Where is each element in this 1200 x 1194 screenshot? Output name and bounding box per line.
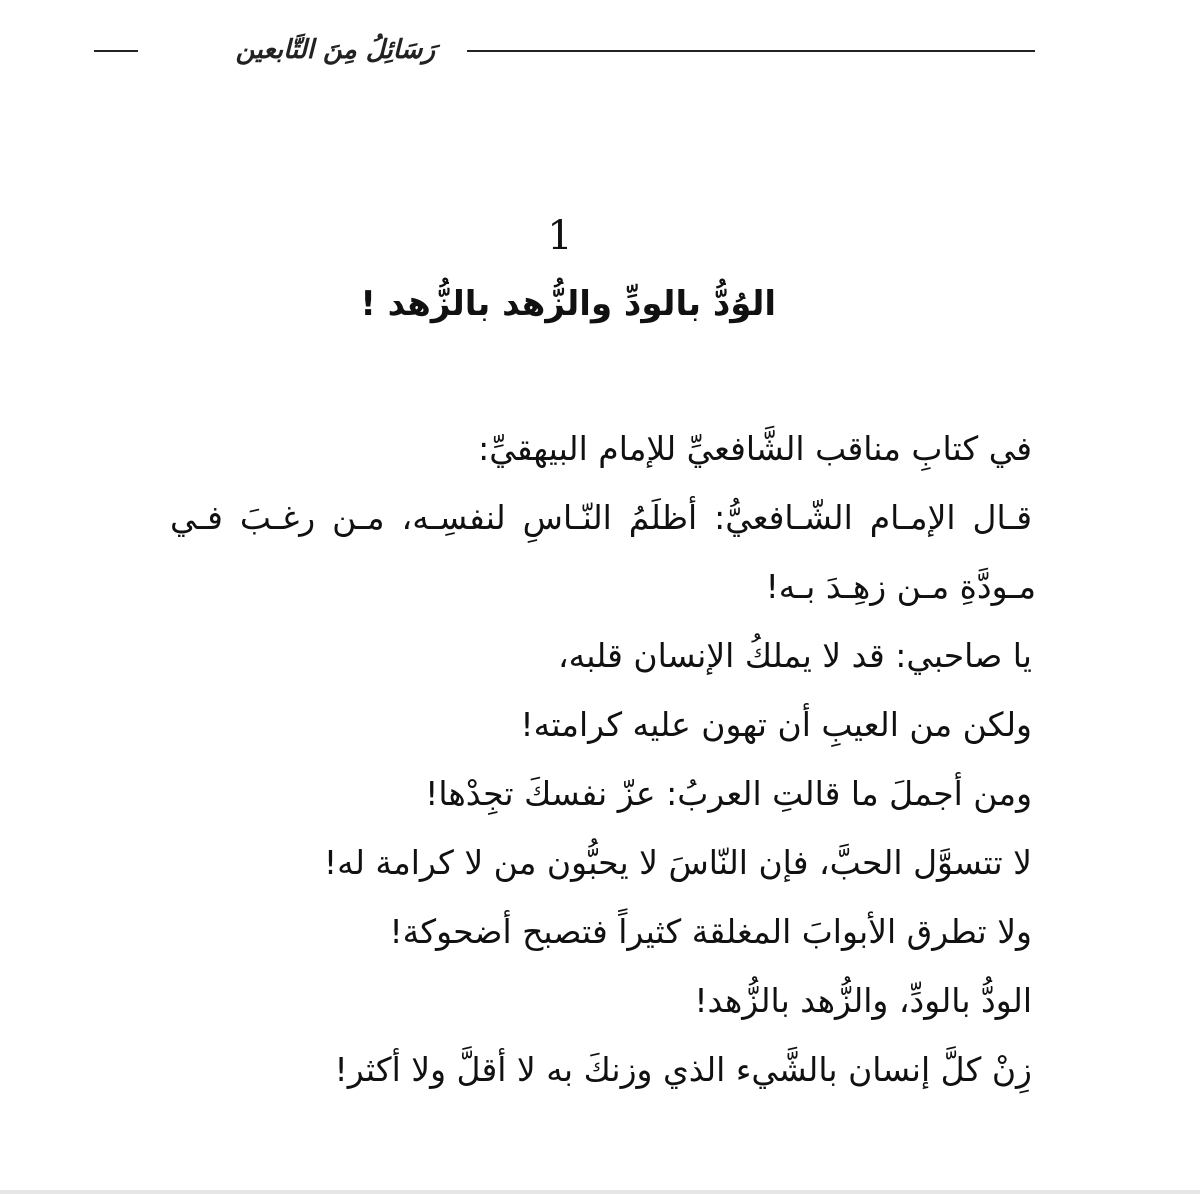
body-line-5: ولكن من العيبِ أن تهون عليه كرامته!	[520, 705, 1032, 744]
body-line-4: يا صاحبي: قد لا يملكُ الإنسان قلبه،	[557, 636, 1032, 675]
running-header	[90, 28, 1035, 78]
body-line-7: لا تتسوَّل الحبَّ، فإن النّاسَ لا يحبُّون من لا كرامة له!	[323, 843, 1032, 882]
chapter-title: الوُدُّ بالودِّ والزُّهد بالزُّهد !	[360, 284, 776, 324]
body-line-6: ومن أجملَ ما قالتِ العربُ: عزّ نفسكَ تجِدْها!	[425, 774, 1032, 813]
body-line-9: الودُّ بالودِّ، والزُّهد بالزُّهد!	[694, 981, 1032, 1020]
chapter-number: 1	[547, 213, 573, 259]
page-bottom-edge	[0, 1190, 1200, 1194]
running-header-title: رَسَائِلُ مِنَ التَّابعين	[235, 35, 435, 65]
body-line-8: ولا تطرق الأبوابَ المغلقة كثيراً فتصبح أضحوكة!	[389, 912, 1032, 951]
body-line-1: في كتابِ مناقب الشَّافعيِّ للإمام البيهقيِّ:	[478, 429, 1032, 468]
body-line-2: قـال الإمـام الشّـافعيُّ: أظلَمُ النّـاسِ لنفسِـه، مـن رغـبَ فـي	[170, 498, 1032, 537]
body-text	[82, 414, 1036, 1104]
header-rule-left	[94, 50, 138, 52]
body-line-10: زِنْ كلَّ إنسان بالشَّيء الذي وزنكَ به لا أقلَّ ولا أكثر!	[334, 1050, 1032, 1089]
body-line-3: مـودَّةِ مـن زهِـدَ بـه!	[765, 567, 1036, 606]
header-rule-right	[467, 50, 1035, 52]
